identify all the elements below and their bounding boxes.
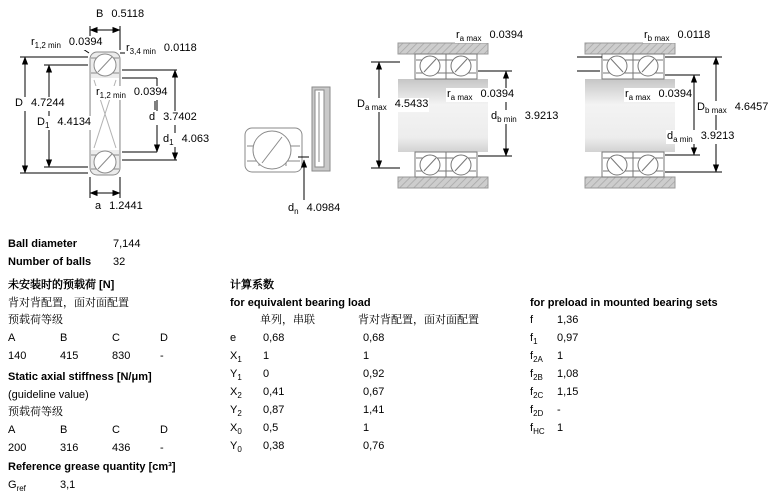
header-cell: C <box>112 332 120 344</box>
dim-label-d1 <box>162 133 210 147</box>
dim-label-B <box>95 8 145 22</box>
dim-value: 1.2441 <box>109 200 143 212</box>
factor-value: 0,38 <box>263 440 285 452</box>
dim-symbol: $r_{3,4 min}$ <box>126 42 156 56</box>
factor-symbol: $X_0$ <box>230 422 242 436</box>
factor-symbol: $f_{2A}$ <box>530 350 543 364</box>
calc-factors-title: 计算系数 <box>230 279 274 291</box>
dim-label-rb-top <box>643 29 711 43</box>
dim-value: 3.9213 <box>524 110 559 122</box>
factor-value: 0,97 <box>557 332 579 344</box>
factor-symbol: $X_2$ <box>230 386 242 400</box>
dim-symbol: $r_{a max}$ <box>625 88 651 102</box>
factor-symbol: $f_{2C}$ <box>530 386 544 400</box>
header-cell: D <box>160 332 168 344</box>
dim-label-r12-top <box>30 36 104 50</box>
factor-symbol: $X_1$ <box>230 350 242 364</box>
value-cell: - <box>160 350 164 362</box>
factor-symbol: $Y_1$ <box>230 368 242 382</box>
value-cell: 316 <box>60 442 79 454</box>
dim-symbol: D <box>15 97 23 109</box>
value-cell: 140 <box>8 350 27 362</box>
dim-label-r34 <box>125 42 198 56</box>
dim-label-r12-mid <box>95 86 169 100</box>
factor-value: 1,08 <box>557 368 579 380</box>
value-cell: 200 <box>8 442 27 454</box>
dim-value: 4.6457 <box>734 101 769 113</box>
dim-symbol: $d_1$ <box>163 133 174 147</box>
value-cell: 830 <box>112 350 131 362</box>
factor-symbol: $f_{2D}$ <box>530 404 544 418</box>
factor-value: 0 <box>263 368 270 380</box>
value-cell: 415 <box>60 350 79 362</box>
dim-symbol: $r_{1,2 min}$ <box>31 36 61 50</box>
dim-value: 4.0984 <box>306 202 341 214</box>
factor-symbol: $f_{HC}$ <box>530 422 545 436</box>
dim-label-a <box>94 200 144 214</box>
dim-label-d <box>148 111 198 125</box>
dim-value: 3.9213 <box>700 130 735 142</box>
dim-symbol: $d_{b min}$ <box>491 110 517 124</box>
dim-value: 4.4134 <box>57 116 92 128</box>
dim-value: 0.0394 <box>68 36 103 48</box>
dim-label-ra-mid-2 <box>624 88 693 102</box>
factor-symbol: $f_{2B}$ <box>530 368 543 382</box>
number-of-balls-label: Number of balls <box>8 256 92 268</box>
factor-value: 0,87 <box>263 404 285 416</box>
dim-symbol: $D_{a max}$ <box>357 98 387 112</box>
grease-title: Reference grease quantity [cm³] <box>8 461 176 473</box>
dim-value: 0.0394 <box>489 29 524 41</box>
bearing-front-view-drawing <box>245 87 330 172</box>
dim-value: 0.0394 <box>658 88 693 100</box>
factor-value: 0,41 <box>263 386 285 398</box>
dim-label-db <box>490 110 559 124</box>
ball-diameter-value: 7,144 <box>113 238 141 250</box>
factor-value: 1 <box>263 350 270 362</box>
preload-unmounted-title: 未安装时的预载荷 [N] <box>8 279 115 291</box>
dim-value: 0.5118 <box>111 8 145 20</box>
header-cell: B <box>60 332 68 344</box>
header-cell: C <box>112 424 120 436</box>
dim-symbol: $r_{a max}$ <box>447 88 473 102</box>
dim-value: 4.5433 <box>394 98 429 110</box>
factor-value: 0,68 <box>263 332 285 344</box>
dim-label-D1 <box>36 116 92 130</box>
factor-value: 1 <box>557 350 564 362</box>
factor-value: 0,5 <box>263 422 279 434</box>
stiffness-note: (guideline value) <box>8 389 89 401</box>
col1-header: 单列，串联 <box>260 314 315 326</box>
dim-value: 4.7244 <box>30 97 65 109</box>
value-cell: - <box>160 442 164 454</box>
preload-unmounted-subtitle: 背对背配置，面对面配置 <box>8 297 129 309</box>
header-cell: A <box>8 424 16 436</box>
grease-value: 3,1 <box>60 479 76 491</box>
dim-symbol: $r_{a max}$ <box>456 29 482 43</box>
dim-value: 3.7402 <box>163 111 197 123</box>
dim-value: 0.0394 <box>480 88 515 100</box>
header-cell: A <box>8 332 16 344</box>
factor-value: 0,92 <box>363 368 385 380</box>
dim-symbol: d <box>149 111 156 123</box>
dim-value: 0.0394 <box>133 86 168 98</box>
factor-value: 1 <box>363 422 370 434</box>
factor-value: 1,41 <box>363 404 385 416</box>
dim-symbol: $r_{b max}$ <box>644 29 670 43</box>
factor-value: 0,67 <box>363 386 385 398</box>
header-cell: D <box>160 424 168 436</box>
preload-class-label-1: 预载荷等级 <box>8 314 63 326</box>
value-cell: 436 <box>112 442 131 454</box>
dim-label-Da <box>356 98 429 112</box>
factor-value: 1,15 <box>557 386 579 398</box>
header-cell: B <box>60 424 68 436</box>
col2-header: 背对背配置，面对面配置 <box>358 314 479 326</box>
preload-class-label-2: 预载荷等级 <box>8 406 63 418</box>
dim-symbol: $D_1$ <box>37 116 50 130</box>
factor-symbol: $Y_0$ <box>230 440 242 454</box>
dim-label-ra-mid-1 <box>446 88 515 102</box>
dim-label-D <box>14 97 66 111</box>
factor-symbol: $Y_2$ <box>230 404 242 418</box>
factor-symbol: f <box>530 314 534 326</box>
stiffness-title: Static axial stiffness [N/μm] <box>8 371 152 383</box>
dim-label-ra-top <box>455 29 524 43</box>
factor-symbol: e <box>230 332 237 344</box>
grease-symbol: $G_{ref}$ <box>8 479 26 493</box>
mounted-pair-drawing-2 <box>577 43 722 188</box>
dim-symbol: $d_{a min}$ <box>667 130 693 144</box>
factor-value: 1 <box>557 422 564 434</box>
dim-label-dn <box>287 202 341 216</box>
factor-value: 1 <box>363 350 370 362</box>
factor-value: 0,68 <box>363 332 385 344</box>
dim-symbol: a <box>95 200 102 212</box>
calc-factors-subtitle: for equivalent bearing load <box>230 297 371 309</box>
dim-label-da <box>666 130 735 144</box>
bearing-cross-section-drawing <box>90 52 120 175</box>
dim-label-Db <box>696 101 769 115</box>
dim-value: 0.0118 <box>677 29 711 41</box>
ball-diameter-label: Ball diameter <box>8 238 78 250</box>
factor-value: - <box>557 404 561 416</box>
dim-symbol: $D_{b max}$ <box>697 101 727 115</box>
dim-symbol: $d_n$ <box>288 202 299 216</box>
dim-symbol: $r_{1,2 min}$ <box>96 86 126 100</box>
dim-value: 4.063 <box>181 133 210 145</box>
preload-factors-title: for preload in mounted bearing sets <box>530 297 718 309</box>
dim-value: 0.0118 <box>163 42 197 54</box>
factor-value: 0,76 <box>363 440 385 452</box>
number-of-balls-value: 32 <box>113 256 126 268</box>
dim-symbol: B <box>96 8 104 20</box>
factor-symbol: $f_1$ <box>530 332 538 346</box>
factor-value: 1,36 <box>557 314 579 326</box>
